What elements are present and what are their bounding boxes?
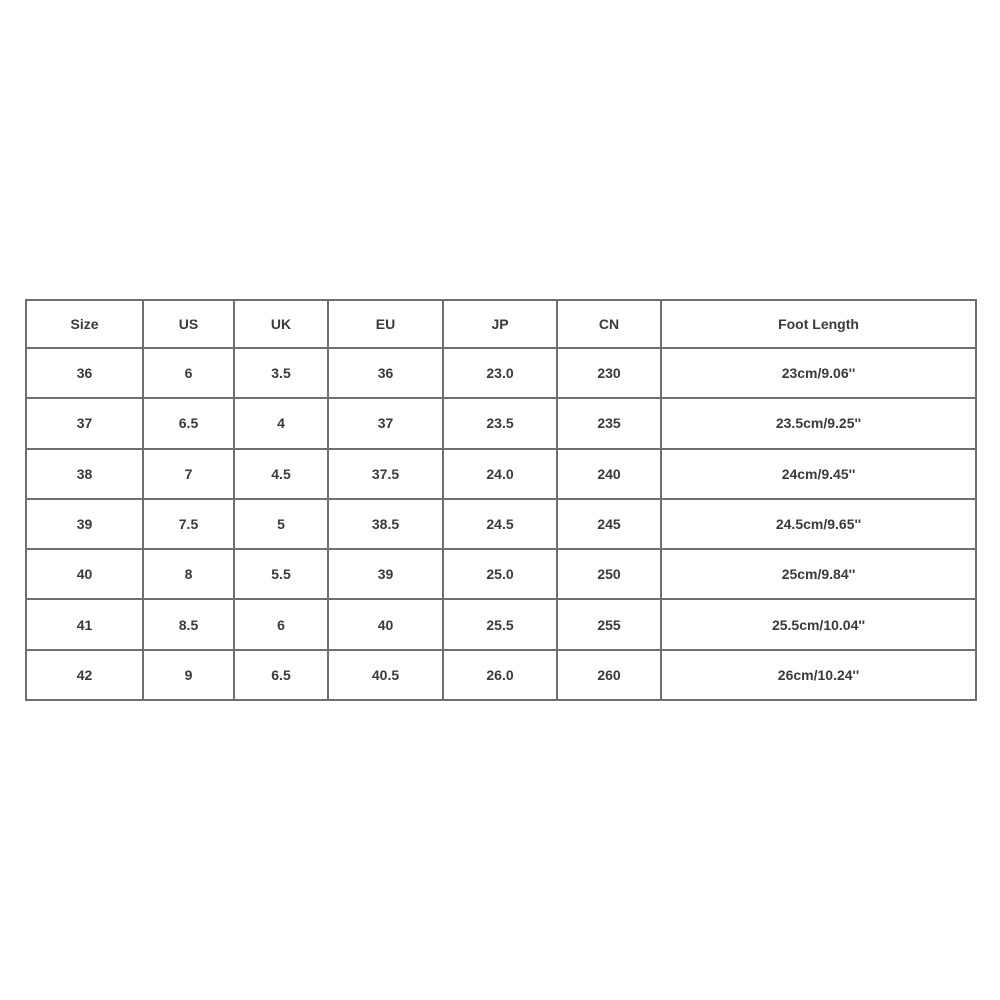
table-row <box>26 499 976 549</box>
header-jp: JP <box>443 300 557 348</box>
cell-size: 41 <box>26 599 143 649</box>
cell-cn: 250 <box>557 549 661 599</box>
cell-foot-length: 24.5cm/9.65'' <box>661 499 976 549</box>
cell-jp: 23.0 <box>443 348 557 398</box>
cell-cn: 245 <box>557 499 661 549</box>
cell-size: 36 <box>26 348 143 398</box>
header-eu: EU <box>328 300 443 348</box>
cell-us: 7 <box>143 449 234 499</box>
table-row <box>26 398 976 448</box>
cell-jp: 24.0 <box>443 449 557 499</box>
cell-size: 40 <box>26 549 143 599</box>
cell-us: 8 <box>143 549 234 599</box>
cell-us: 6 <box>143 348 234 398</box>
cell-uk: 4.5 <box>234 449 328 499</box>
table-row <box>26 599 976 649</box>
cell-us: 9 <box>143 650 234 700</box>
cell-foot-length: 25.5cm/10.04'' <box>661 599 976 649</box>
cell-us: 6.5 <box>143 398 234 448</box>
cell-foot-length: 23.5cm/9.25'' <box>661 398 976 448</box>
cell-eu: 40.5 <box>328 650 443 700</box>
size-chart-table <box>25 299 977 701</box>
cell-jp: 25.5 <box>443 599 557 649</box>
cell-cn: 230 <box>557 348 661 398</box>
cell-eu: 38.5 <box>328 499 443 549</box>
cell-cn: 235 <box>557 398 661 448</box>
header-cn: CN <box>557 300 661 348</box>
cell-eu: 39 <box>328 549 443 599</box>
cell-eu: 37.5 <box>328 449 443 499</box>
cell-us: 7.5 <box>143 499 234 549</box>
cell-foot-length: 23cm/9.06'' <box>661 348 976 398</box>
cell-jp: 25.0 <box>443 549 557 599</box>
cell-size: 39 <box>26 499 143 549</box>
cell-jp: 24.5 <box>443 499 557 549</box>
header-uk: UK <box>234 300 328 348</box>
cell-us: 8.5 <box>143 599 234 649</box>
cell-uk: 6.5 <box>234 650 328 700</box>
header-foot-length: Foot Length <box>661 300 976 348</box>
cell-size: 42 <box>26 650 143 700</box>
cell-cn: 255 <box>557 599 661 649</box>
cell-size: 37 <box>26 398 143 448</box>
cell-jp: 23.5 <box>443 398 557 448</box>
table-row <box>26 549 976 599</box>
cell-jp: 26.0 <box>443 650 557 700</box>
table-row <box>26 650 976 700</box>
header-size: Size <box>26 300 143 348</box>
cell-eu: 36 <box>328 348 443 398</box>
cell-uk: 3.5 <box>234 348 328 398</box>
table-body <box>26 348 976 700</box>
cell-uk: 4 <box>234 398 328 448</box>
cell-foot-length: 26cm/10.24'' <box>661 650 976 700</box>
table-row <box>26 449 976 499</box>
cell-cn: 260 <box>557 650 661 700</box>
header-us: US <box>143 300 234 348</box>
cell-uk: 6 <box>234 599 328 649</box>
cell-size: 38 <box>26 449 143 499</box>
cell-uk: 5.5 <box>234 549 328 599</box>
cell-foot-length: 25cm/9.84'' <box>661 549 976 599</box>
header-row <box>26 300 976 348</box>
cell-foot-length: 24cm/9.45'' <box>661 449 976 499</box>
cell-eu: 40 <box>328 599 443 649</box>
cell-cn: 240 <box>557 449 661 499</box>
cell-eu: 37 <box>328 398 443 448</box>
cell-uk: 5 <box>234 499 328 549</box>
table-row <box>26 348 976 398</box>
